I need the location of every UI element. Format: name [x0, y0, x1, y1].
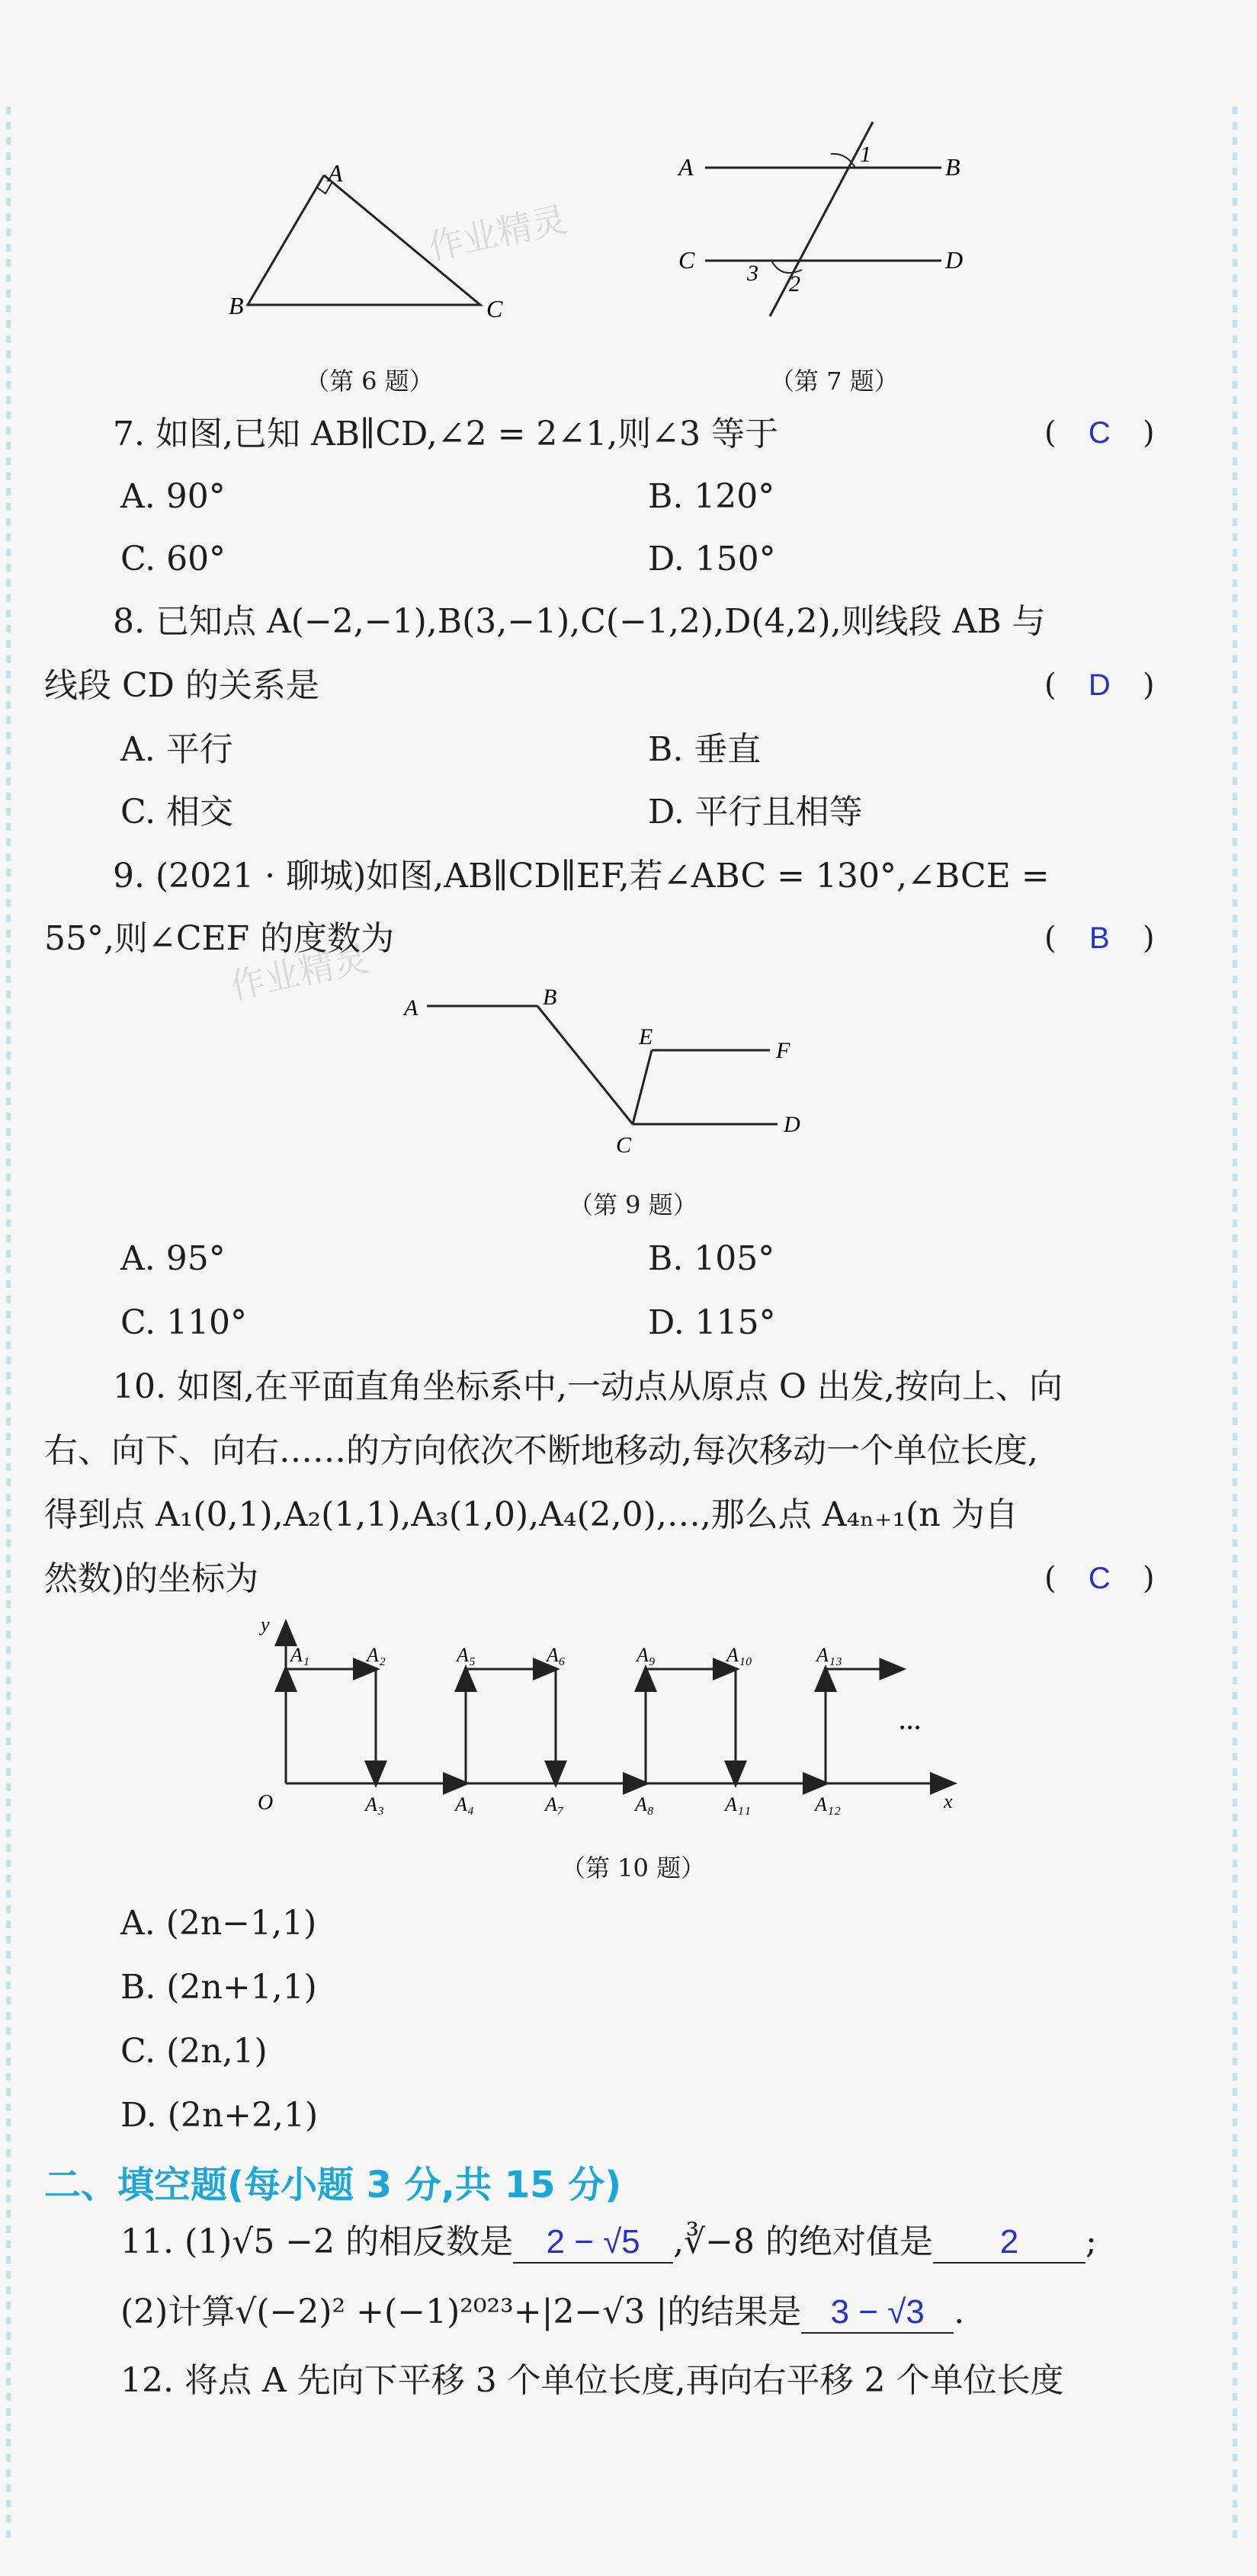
q11-text-b: ,∛−8 的绝对值是 — [673, 2222, 934, 2261]
point-label: A₁ — [290, 1644, 309, 1666]
option-c: C. 相交 — [120, 793, 234, 831]
label-d: D — [784, 1112, 800, 1137]
question-8-answer: ( D ) — [1044, 668, 1155, 703]
answer-value: C — [1088, 1562, 1111, 1595]
q11-text-a: 11. (1)√5 −2 的相反数是 — [120, 2222, 514, 2261]
option-a: A. 95° — [120, 1239, 226, 1278]
y-axis-label: y — [261, 1613, 270, 1636]
question-10-stem-line2: 右、向下、向右……的方向依次不断地移动,每次移动一个单位长度, — [44, 1431, 1038, 1470]
left-border-decoration — [6, 107, 11, 2546]
figure-7-parallel-lines — [671, 114, 991, 328]
right-border-decoration — [1233, 107, 1237, 2546]
answer-blank-3: 3 − √3 — [801, 2292, 954, 2334]
label-b: B — [543, 985, 557, 1010]
point-label: A₂ — [367, 1644, 386, 1666]
point-label: A₁₀ — [726, 1644, 752, 1666]
figure-7-caption: （第 7 题） — [770, 367, 899, 396]
figure-10-caption: （第 10 题） — [561, 1854, 706, 1882]
watermark: 作业精灵 — [226, 937, 373, 1008]
question-8-stem-line1: 8. 已知点 A(−2,−1),B(3,−1),C(−1,2),D(4,2),则线段 AB 与 — [113, 602, 1046, 641]
watermark: 作业精灵 — [425, 198, 571, 268]
option-d: D. 115° — [648, 1303, 776, 1342]
option-d: D. 150° — [648, 540, 776, 578]
option-a: A. 平行 — [120, 730, 233, 769]
point-label: A₃ — [365, 1793, 384, 1815]
question-10-stem-line4: 然数)的坐标为 — [44, 1559, 259, 1598]
top-point-labels — [289, 1644, 842, 1666]
question-8-stem-line2: 线段 CD 的关系是 — [44, 666, 319, 705]
question-11-part2 — [120, 2289, 964, 2335]
x-axis-label: x — [944, 1790, 953, 1812]
figure-9-diagram — [396, 983, 823, 1158]
point-label: A₁₃ — [816, 1644, 842, 1666]
question-11-part1 — [120, 2219, 1097, 2265]
point-label: A₇ — [545, 1793, 564, 1815]
option-d: D. 平行且相等 — [648, 793, 863, 831]
point-label: A₉ — [637, 1644, 656, 1666]
angle-2-label: 2 — [789, 271, 800, 296]
answer-value: D — [1088, 668, 1111, 702]
question-10-answer: ( C ) — [1044, 1561, 1155, 1596]
option-a: A. 90° — [120, 477, 226, 516]
figure-6-caption: （第 6 题） — [305, 367, 434, 396]
option-b: B. 垂直 — [648, 730, 762, 769]
point-label: A₈ — [635, 1793, 654, 1815]
option-d: D. (2n+2,1) — [120, 2096, 319, 2135]
label-a: A — [328, 160, 343, 187]
figure-6-triangle — [213, 160, 518, 328]
point-label: A₁₂ — [815, 1793, 841, 1815]
question-9-answer: ( B ) — [1044, 921, 1155, 956]
point-label: A₁₁ — [725, 1793, 751, 1815]
continuation-dots: ··· — [898, 1710, 921, 1745]
label-e: E — [639, 1024, 653, 1049]
bottom-point-labels — [364, 1793, 841, 1815]
question-10-stem-line3: 得到点 A₁(0,1),A₂(1,1),A₃(1,0),A₄(2,0),…,那么点 A₄ₙ₊₁(n 为自 — [44, 1495, 1018, 1534]
section-2-title: 二、填空题(每小题 3 分,共 15 分) — [44, 2164, 622, 2206]
label-f: F — [776, 1038, 790, 1063]
label-c: C — [616, 1133, 632, 1158]
q11-text-c: ; — [1085, 2222, 1097, 2261]
point-label: A₄ — [455, 1793, 474, 1815]
option-c: C. (2n,1) — [120, 2032, 268, 2071]
label-a: A — [404, 995, 418, 1020]
question-10-stem-line1: 10. 如图,在平面直角坐标系中,一动点从原点 O 出发,按向上、向 — [113, 1367, 1063, 1406]
question-7-stem: 7. 如图,已知 AB∥CD,∠2 = 2∠1,则∠3 等于 — [113, 415, 779, 453]
movement-path — [286, 1669, 902, 1783]
figure-9-caption: （第 9 题） — [569, 1190, 697, 1219]
question-9-stem-line2: 55°,则∠CEF 的度数为 — [44, 919, 395, 958]
angle-1-label: 1 — [860, 142, 871, 167]
q11-text-e: . — [954, 2292, 965, 2331]
origin-label: O — [258, 1791, 274, 1815]
answer-blank-2: 2 — [933, 2222, 1085, 2264]
answer-blank-1: 2 − √5 — [513, 2222, 673, 2264]
answer-value: B — [1089, 921, 1110, 955]
option-c: C. 110° — [120, 1303, 248, 1342]
label-b: B — [229, 292, 244, 319]
question-12-stem: 12. 将点 A 先向下平移 3 个单位长度,再向右平移 2 个单位长度 — [120, 2361, 1064, 2400]
label-b: B — [945, 153, 960, 181]
label-a: A — [678, 153, 694, 181]
question-9-stem-line1: 9. (2021 · 聊城)如图,AB∥CD∥EF,若∠ABC = 130°,∠BCE = — [113, 857, 1050, 896]
option-b: B. 120° — [648, 477, 775, 516]
option-b: B. 105° — [648, 1239, 775, 1278]
label-c: C — [678, 246, 695, 274]
option-b: B. (2n+1,1) — [120, 1968, 317, 2007]
label-c: C — [486, 295, 503, 322]
q11-text-d: (2)计算√(−2)² +(−1)²⁰²³+|2−√3 |的结果是 — [120, 2292, 802, 2331]
point-label: A₆ — [547, 1644, 566, 1666]
option-c: C. 60° — [120, 540, 226, 578]
answer-value: C — [1088, 416, 1111, 450]
angle-3-label: 3 — [747, 261, 758, 286]
option-a: A. (2n−1,1) — [120, 1904, 317, 1943]
question-7-answer: ( C ) — [1044, 415, 1155, 450]
label-d: D — [945, 246, 964, 274]
figure-10-coordinate-plot — [244, 1608, 976, 1829]
point-label: A₅ — [457, 1644, 476, 1666]
